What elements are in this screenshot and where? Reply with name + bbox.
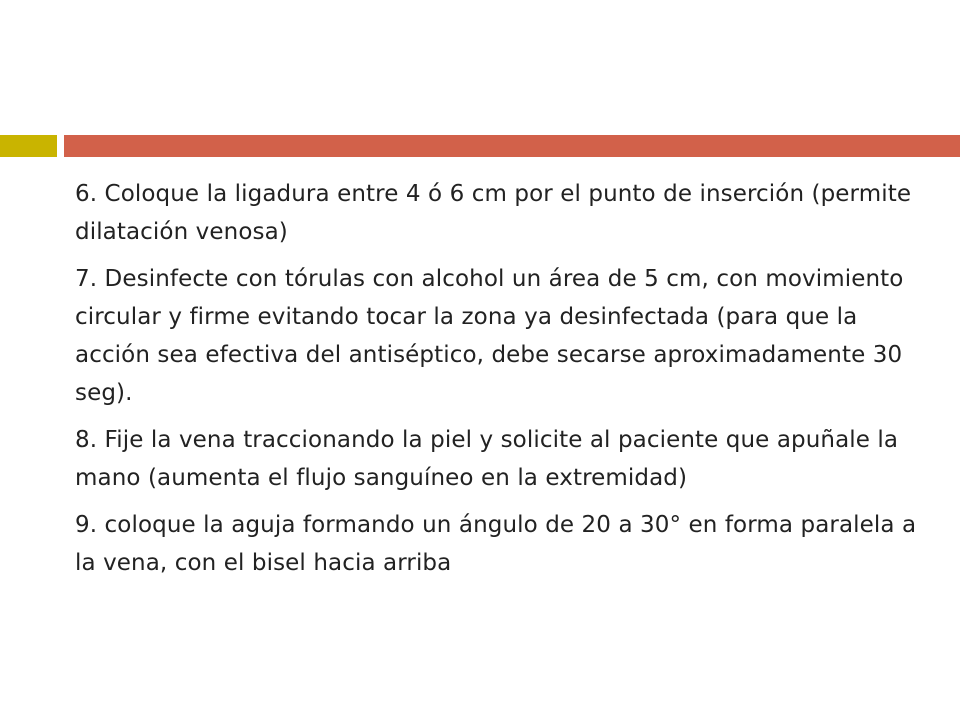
step-7-text: 7. Desinfecte con tórulas con alcohol un área de 5 cm, con movimiento circular y firme evitando tocar la zona ya desinfectada (para que la acción sea efectiva del antiséptico, debe secarse aproximadamente 30 seg). [75,266,904,406]
slide-body [75,175,935,591]
step-9-text: 9. coloque la aguja formando un ángulo de 20 a 30° en forma paralela a la vena, con el bisel hacia arriba [75,512,917,576]
step-6-text: 6. Coloque la ligadura entre 4 ó 6 cm por el punto de inserción (permite dilatación venosa) [75,181,912,245]
accent-bar-left [0,135,57,157]
step-8-text: 8. Fije la vena traccionando la piel y solicite al paciente que apuñale la mano (aumenta el flujo sanguíneo en la extremidad) [75,427,899,491]
accent-bar-right [64,135,960,157]
